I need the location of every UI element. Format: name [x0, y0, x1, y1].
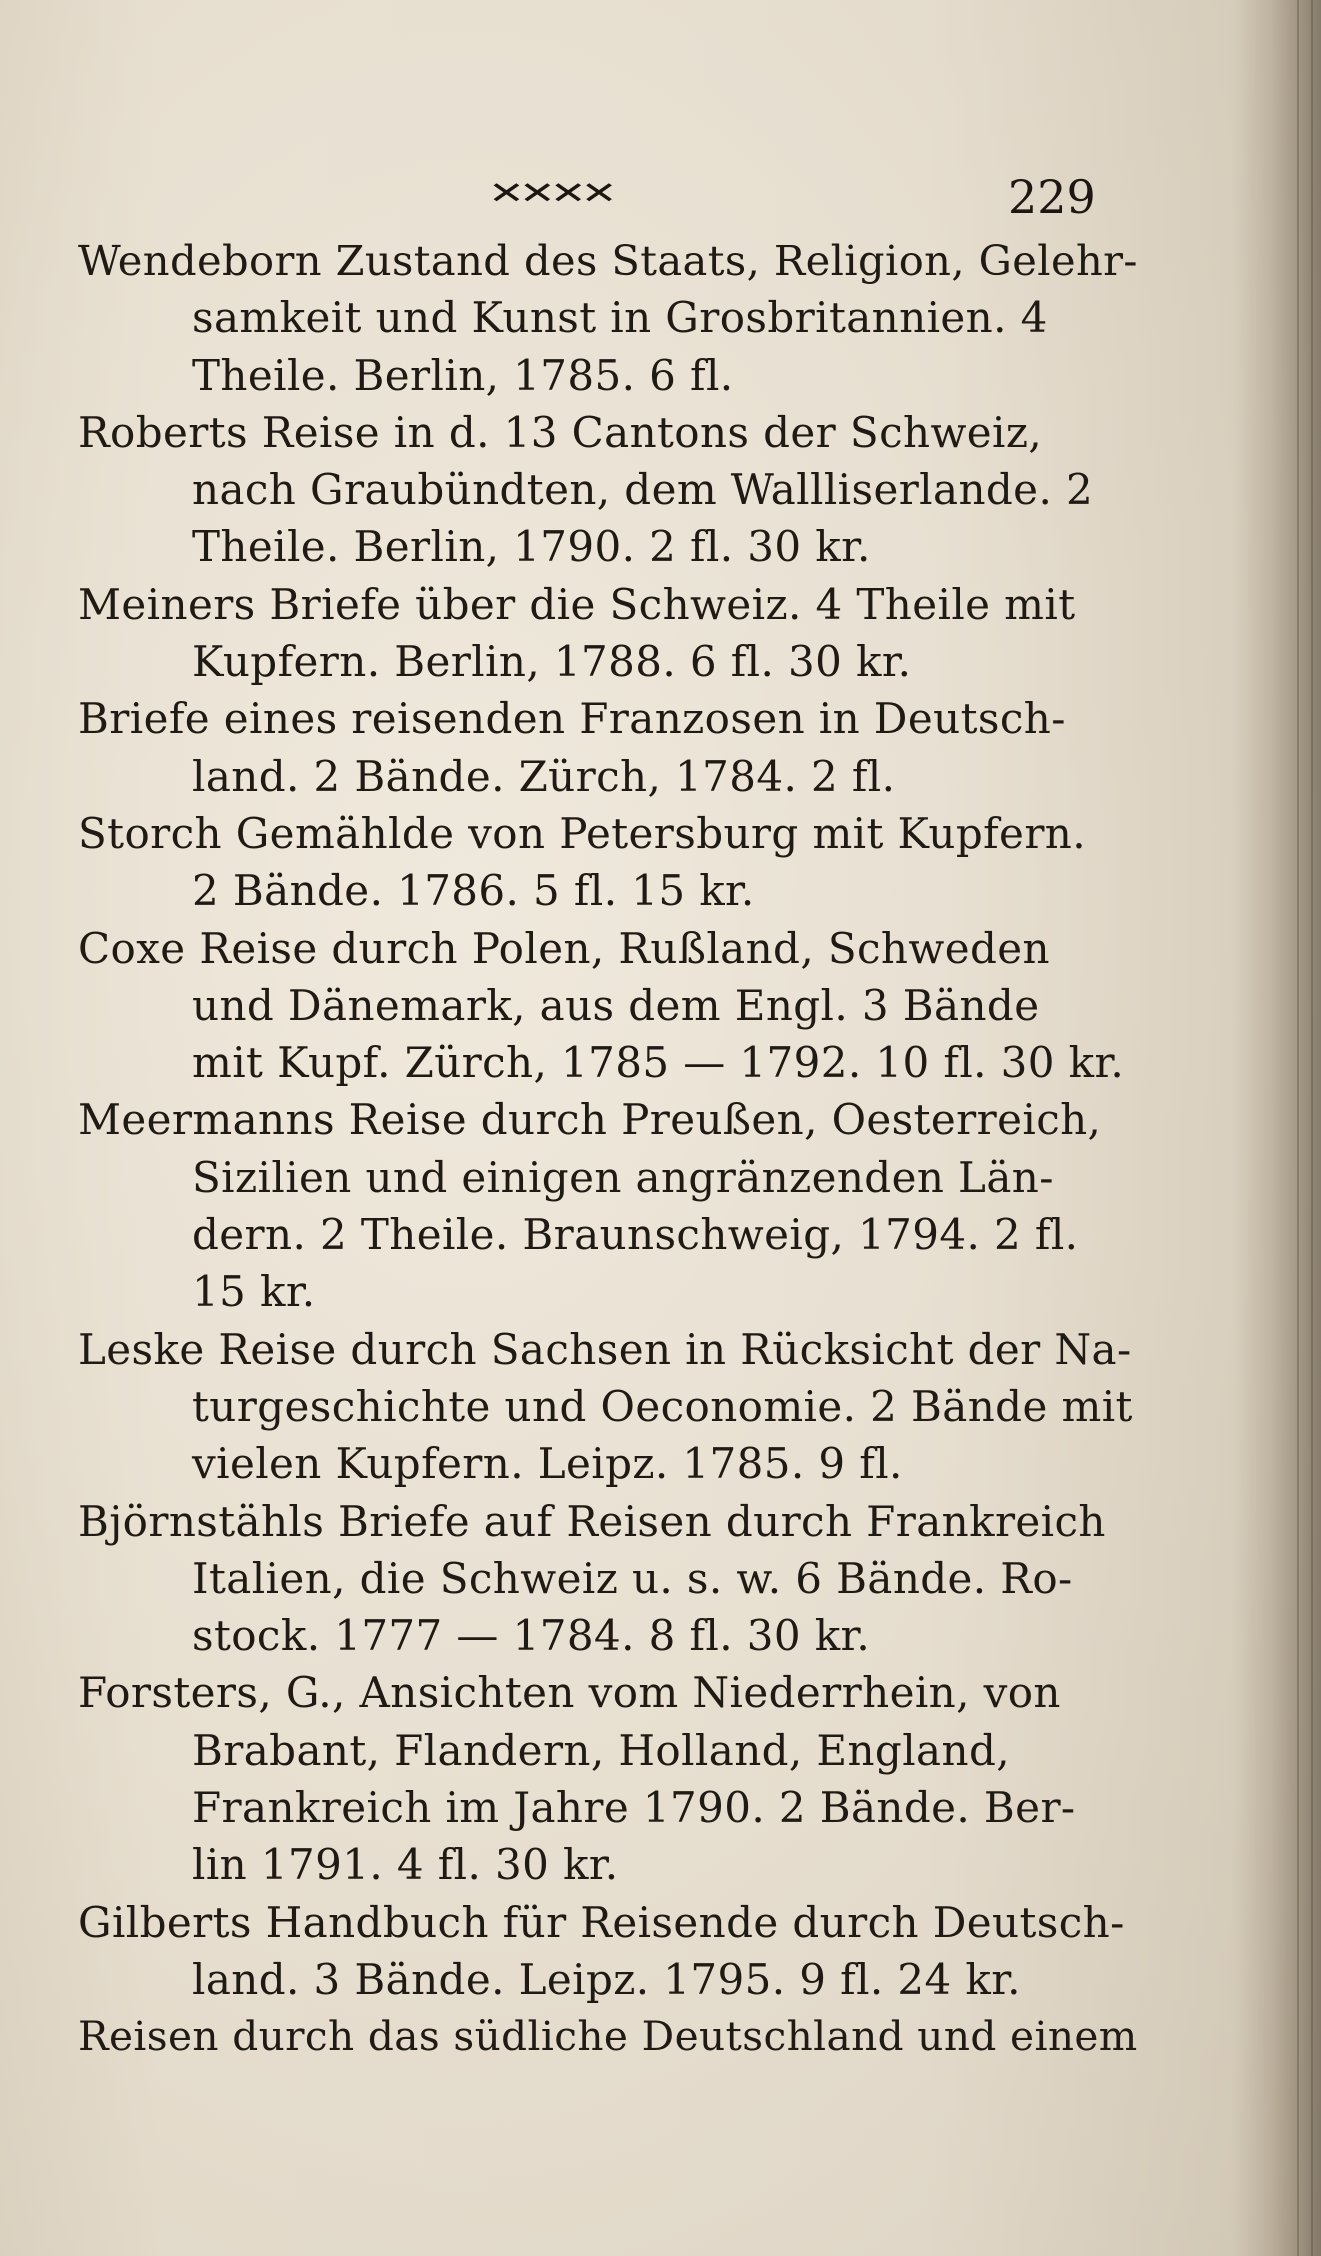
entry-first-line: Meiners Briefe über die Schweiz. 4 Theile mit [78, 579, 1076, 629]
entry-continuation-line: 15 kr. [192, 1267, 316, 1317]
bibliography-entry [78, 576, 1138, 691]
entry-first-line: Storch Gemählde von Petersburg mit Kupfern. [78, 808, 1086, 858]
page-edge [1297, 0, 1299, 2256]
entry-continuation-line: stock. 1777 — 1784. 8 fl. 30 kr. [192, 1611, 871, 1661]
entry-first-line: Briefe eines reisenden Franzosen in Deutsch- [78, 694, 1066, 744]
entry-continuation-line: Theile. Berlin, 1785. 6 fl. [192, 350, 734, 400]
entry-continuation-line: dern. 2 Theile. Braunschweig, 1794. 2 fl. [192, 1210, 1079, 1260]
entry-first-line: Leske Reise durch Sachsen in Rücksicht der Na- [78, 1324, 1132, 1374]
bibliography-entry [78, 2008, 1138, 2065]
gutter-shadow [1231, 0, 1321, 2256]
entry-first-line: Roberts Reise in d. 13 Cantons der Schweiz, [78, 407, 1043, 457]
entry-continuation-line: mit Kupf. Zürch, 1785 — 1792. 10 fl. 30 kr. [192, 1038, 1125, 1088]
entry-continuation-line: Italien, die Schweiz u. s. w. 6 Bände. Ro- [192, 1553, 1073, 1603]
bibliography-list [78, 232, 1138, 2066]
bibliography-entry [78, 1664, 1138, 1893]
bibliography-entry [78, 1894, 1138, 2009]
entry-continuation-line: land. 2 Bände. Zürch, 1784. 2 fl. [192, 751, 896, 801]
entry-continuation-line: 2 Bände. 1786. 5 fl. 15 kr. [192, 866, 755, 916]
bibliography-entry [78, 404, 1138, 576]
entry-first-line: Forsters, G., Ansichten vom Niederrhein, von [78, 1668, 1061, 1718]
entry-continuation-line: Brabant, Flandern, Holland, England, [192, 1725, 1010, 1775]
entry-first-line: Meermanns Reise durch Preußen, Oesterreich, [78, 1095, 1102, 1145]
entry-continuation-line: nach Graubündten, dem Wallliserlande. 2 [192, 465, 1094, 515]
entry-continuation-line: lin 1791. 4 fl. 30 kr. [192, 1840, 619, 1890]
bibliography-entry [78, 1321, 1138, 1493]
entry-first-line: Björnstähls Briefe auf Reisen durch Frankreich [78, 1496, 1106, 1546]
bibliography-entry [78, 920, 1138, 1092]
page-number: 229 [1008, 170, 1096, 224]
entry-continuation-line: und Dänemark, aus dem Engl. 3 Bände [192, 980, 1040, 1030]
entry-first-line: Reisen durch das südliche Deutschland und einem [78, 2012, 1138, 2061]
entry-first-line: Coxe Reise durch Polen, Rußland, Schweden [78, 923, 1050, 973]
bibliography-entry [78, 1493, 1138, 1665]
entry-continuation-line: turgeschichte und Oeconomie. 2 Bände mit [192, 1381, 1133, 1431]
header-ornament: ✕✕✕✕ [488, 175, 612, 212]
entry-continuation-line: Frankreich im Jahre 1790. 2 Bände. Ber- [192, 1783, 1076, 1833]
bibliography-entry [78, 805, 1138, 920]
page-edge [1311, 0, 1313, 2256]
bibliography-entry [78, 1091, 1138, 1320]
bibliography-entry [78, 690, 1138, 805]
entry-continuation-line: samkeit und Kunst in Grosbritannien. 4 [192, 293, 1048, 343]
entry-continuation-line: Kupfern. Berlin, 1788. 6 fl. 30 kr. [192, 637, 912, 687]
entry-continuation-line: Sizilien und einigen angränzenden Län- [192, 1152, 1054, 1202]
entry-first-line: Wendeborn Zustand des Staats, Religion, Gelehr- [78, 236, 1138, 285]
bibliography-entry [78, 232, 1138, 404]
entry-continuation-line: vielen Kupfern. Leipz. 1785. 9 fl. [192, 1439, 903, 1489]
page-header [0, 168, 1321, 238]
entry-continuation-line: Theile. Berlin, 1790. 2 fl. 30 kr. [192, 522, 871, 572]
entry-first-line: Gilberts Handbuch für Reisende durch Deutsch- [78, 1897, 1125, 1947]
entry-continuation-line: land. 3 Bände. Leipz. 1795. 9 fl. 24 kr. [192, 1954, 1021, 2004]
